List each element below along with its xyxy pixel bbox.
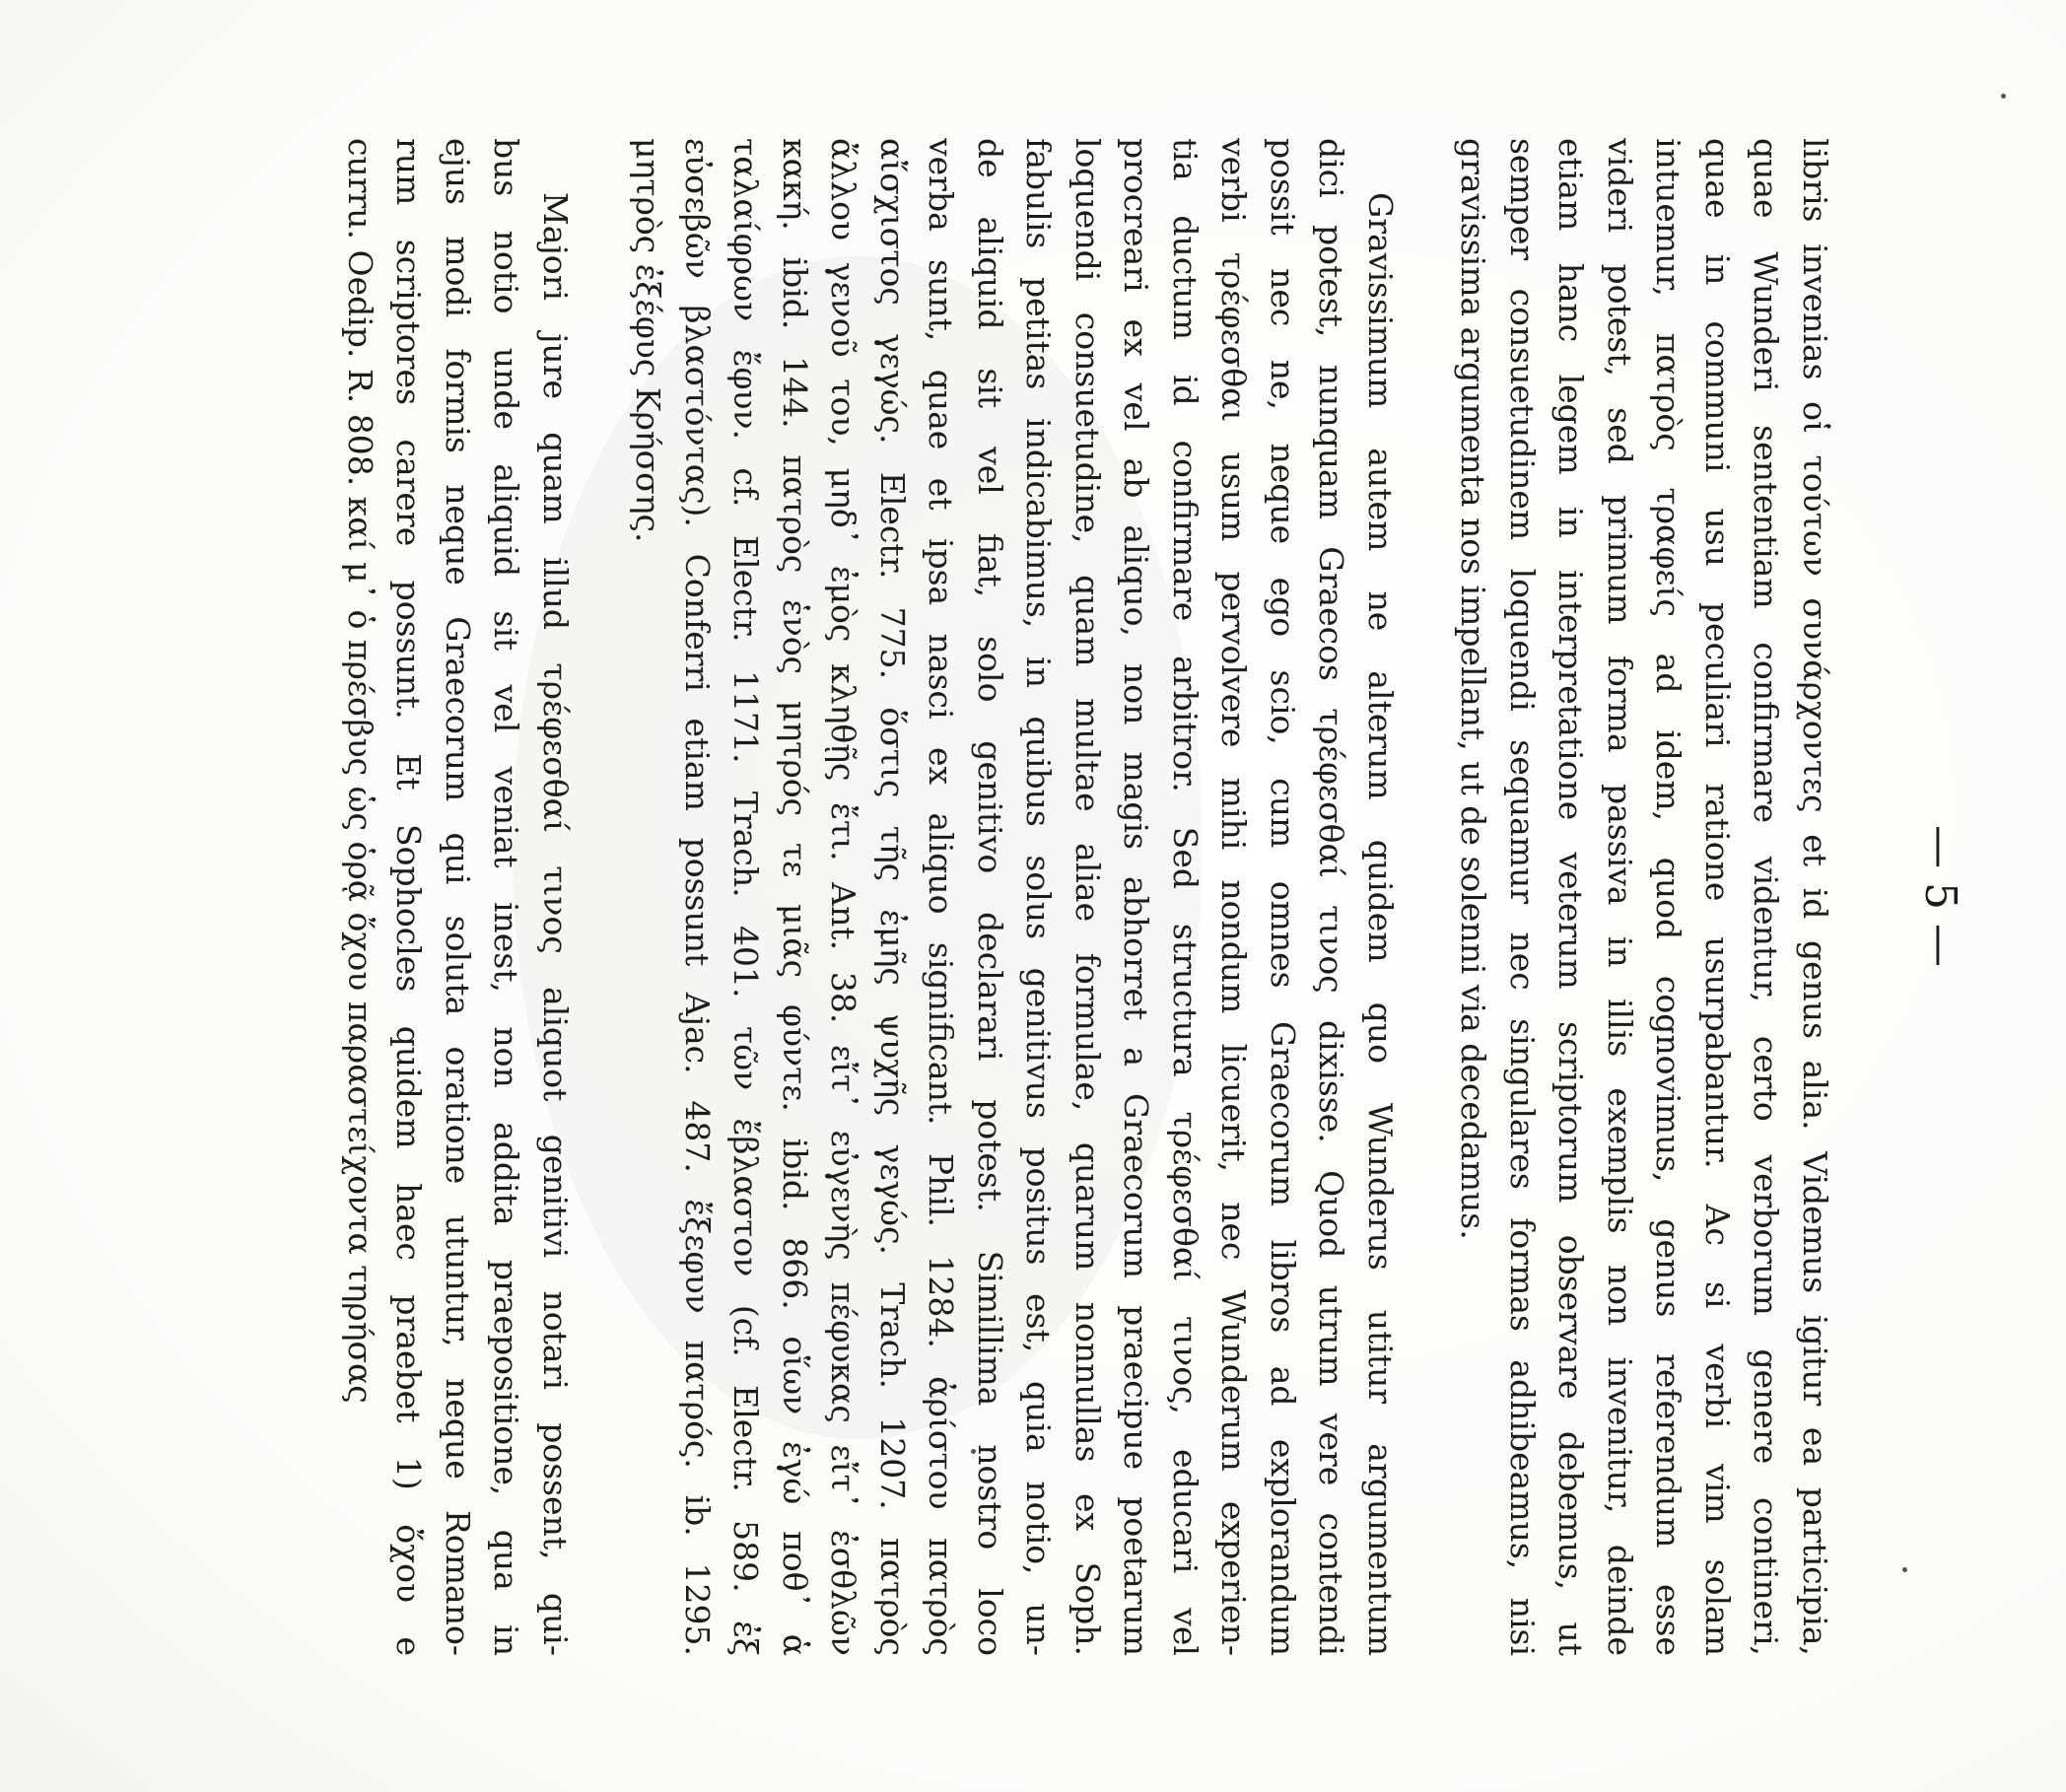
- text-line: fabulis petitas indicabimus, in quibus solus genitivus positus est, quia notio, un-: [1019, 138, 1059, 1656]
- text-line: ejus modi formis neque Graecorum qui soluta oratione utuntur, neque Romano-: [439, 138, 477, 1656]
- text-line: εὐσεβῶν βλαστόντας). Conferri etiam possunt Ajac. 487. ἔξεφυν πατρός. ib. 1295.: [678, 138, 717, 1656]
- text-line: videri potest, sed primum forma passiva in illis exemplis non invenitur, deinde: [1601, 138, 1639, 1656]
- text-line: etiam hanc legem in interpretatione veterum scriptorum observare debemus, ut: [1551, 138, 1591, 1656]
- body-text: [336, 138, 1840, 1656]
- text-line: verbi τρέφεσθαι usum pervolvere mihi nondum licuerit, nec Wunderum experien-: [1214, 138, 1254, 1656]
- text-line: loquendi consuetudine, quam multae aliae formulae, quarum nonnullas ex Soph.: [1068, 138, 1107, 1656]
- paragraph: [336, 138, 581, 1656]
- text-line: tia ductum id confirmare arbitror. Sed structura τρέφεσθαί τινος, educari vel: [1166, 138, 1205, 1656]
- text-line: possit nec ne, neque ego scio, cum omnes Graecorum libros ad explorandum: [1264, 138, 1302, 1656]
- text-line: quae in communi usu peculiari ratione usurpabantur. Ac si verbi vim solam: [1698, 138, 1737, 1656]
- text-line: quae Wunderi sententiam confirmare videntur, certo verborum genere contineri,: [1747, 138, 1786, 1656]
- text-line: rum scriptores carere possunt. Et Sophocles quidem haec praebet 1) ὄχου e: [389, 138, 429, 1656]
- text-line: verba sunt, quae et ipsa nasci ex aliquo significant. Phil. 1284. ἀρίστου πατρὸς: [922, 138, 961, 1656]
- text-line: κακή. ibid. 144. πατρὸς ἑνὸς μητρός τε μιᾶς φύντε. ibid. 866. οἵων ἐγώ ποθ᾿ ἁ: [776, 138, 814, 1656]
- text-line: dici potest, nunquam Graecos τρέφεσθαί τινος dixisse. Quod utrum vere contendi: [1312, 138, 1351, 1656]
- text-line: curru. Oedip. R. 808. καί μ᾿ ὁ πρέσβυς ὡς ὁρᾷ ὄχου παραστείχοντα τηρήσας: [341, 138, 379, 1404]
- text-line: ἄλλου γενοῦ του, μηδ᾿ ἐμὸς κληθῇς ἔτι. Ant. 38. εἴτ᾿ εὐγενὴς πέφυκας εἴτ᾿ ἐσθλῶν: [824, 138, 863, 1656]
- text-line: de aliquid sit vel fiat, solo genitivo declarari potest. Simillima nostro loco: [971, 138, 1009, 1656]
- text-line: gravissima argumenta nos impellant, ut de solenni via decedamus.: [1454, 138, 1493, 1240]
- paragraph: [1449, 138, 1839, 1656]
- text-line: intuemur, πατρὸς τραφείς ad idem, quod cognovimus, genus referendum esse: [1649, 138, 1688, 1656]
- text-line: Majori jure quam illud τρέφεσθαί τινος aliquot genitivi notari possent, qui-: [536, 192, 575, 1656]
- text-line: αἴσχιστος γεγώς. Electr. 775. ὅστις τῆς ἐμῆς ψυχῆς γεγώς. Trach. 1207. πατρὸς: [873, 138, 912, 1656]
- text-line: procreari ex vel ab aliquo, non magis abhorret a Graecorum praecipue poetarum: [1117, 138, 1156, 1656]
- text-line: Gravissimum autem ne alterum quidem quo Wunderus utitur argumentum: [1361, 192, 1400, 1656]
- text-line: bus notio unde aliquid sit vel veniat inest, non addita praepositione, qua in: [487, 138, 526, 1656]
- text-line: semper consuetudinem loquendi sequamur nec singulares formas adhibeamus, nisi: [1503, 138, 1542, 1656]
- text-line: ταλαίφρων ἔφυν. cf. Electr. 1171. Trach. 401. τῶν ἔβλαστον (cf. Electr. 589. ἐξ: [726, 138, 766, 1656]
- text-line: libris invenias οἱ τούτων συνάρχοντες et id genus alia. Videmus igitur ea participia,: [1796, 138, 1834, 1656]
- paragraph: [624, 138, 1405, 1656]
- page-number: — 5 —: [1915, 825, 1965, 967]
- text-line: μητρὸς ἐξέφυς Κρήσσης.: [629, 138, 668, 543]
